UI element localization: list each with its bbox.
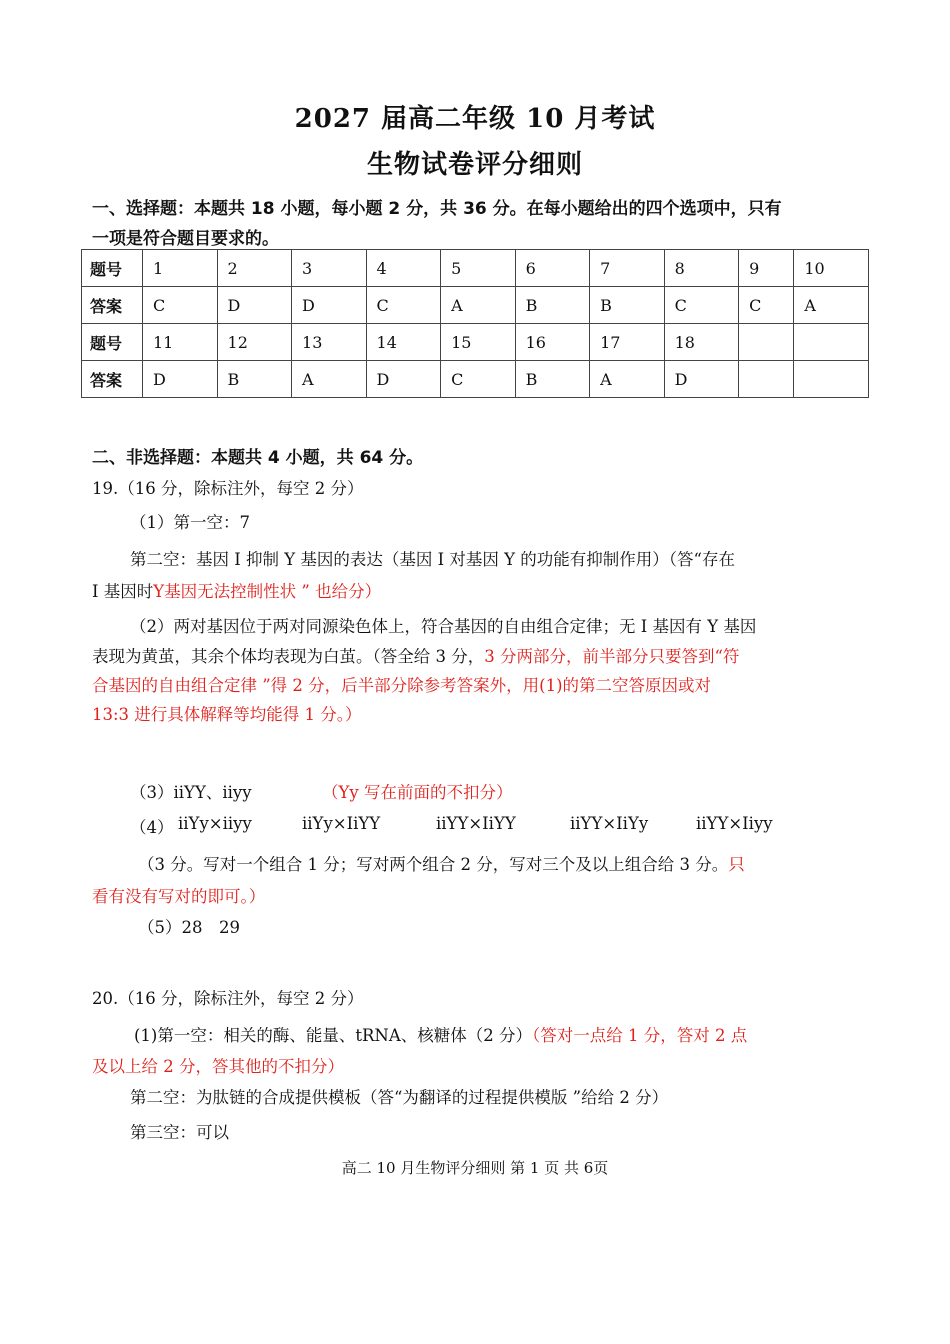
table-cell: A <box>794 287 869 324</box>
q20-header: 20.（16 分，除标注外，每空 2 分） <box>92 989 364 1008</box>
q19-part2-line2 <box>92 643 739 667</box>
table-label-answer: 答案 <box>82 361 143 398</box>
q19-part4-scoring-line2: 看有没有写对的即可。） <box>92 887 266 906</box>
table-cell: 10 <box>794 250 869 287</box>
table-cell: D <box>366 361 441 398</box>
table-cell: 9 <box>739 250 794 287</box>
q19-part2-line3: 合基因的自由组合定律 ”得 2 分，后半部分除参考答案外，用(1)的第二空答原因或对 <box>92 676 712 695</box>
answer-table <box>81 249 869 398</box>
table-cell: 13 <box>292 324 367 361</box>
scoring-note: Y基因无法控制性状 ” 也给分） <box>153 582 382 601</box>
q19-part4-combo: iiYY×IiYy <box>570 814 649 833</box>
section1-intro-line1: 一、选择题：本题共 18 小题，每小题 2 分，共 36 分。在每小题给出的四个选项中，只有 <box>92 199 782 219</box>
table-row-answers-2 <box>82 361 869 398</box>
q19-part3: （3）iiYY、iiyy <box>130 783 252 802</box>
table-cell: 2 <box>217 250 292 287</box>
table-cell: 7 <box>590 250 665 287</box>
scoring-note: 3 分两部分，前半部分只要答到“符 <box>484 647 740 666</box>
q19-header: 19.（16 分，除标注外，每空 2 分） <box>92 479 364 498</box>
scoring-note: （答对一点给 1 分，答对 2 点 <box>532 1026 748 1045</box>
table-cell: 8 <box>664 250 739 287</box>
q19-part3-note: （Yy 写在前面的不扣分） <box>322 783 513 802</box>
q19-part4-combo: iiYY×IiYY <box>436 814 516 833</box>
table-cell: 3 <box>292 250 367 287</box>
q20-part1-second-blank: 第二空：为肽链的合成提供模板（答“为翻译的过程提供模版 ”给给 2 分） <box>130 1088 669 1107</box>
table-cell <box>739 361 794 398</box>
table-cell: D <box>217 287 292 324</box>
section2-heading: 二、非选择题：本题共 4 小题，共 64 分。 <box>92 448 424 468</box>
table-label-question: 题号 <box>82 250 143 287</box>
text-segment: （3 分。写对一个组合 1 分；写对两个组合 2 分，写对三个及以上组合给 3 分。 <box>138 855 729 874</box>
table-cell: C <box>366 287 441 324</box>
table-cell <box>794 361 869 398</box>
table-row-question-numbers-2 <box>82 324 869 361</box>
table-cell: 16 <box>515 324 590 361</box>
text-segment: 表现为黄茧，其余个体均表现为白茧。（答全给 3 分， <box>92 647 485 666</box>
table-cell: B <box>515 287 590 324</box>
table-cell: B <box>590 287 665 324</box>
q19-part1-second-blank-line2 <box>92 578 381 602</box>
table-cell: B <box>217 361 292 398</box>
table-cell: 11 <box>143 324 218 361</box>
q20-part1-line1 <box>134 1022 747 1046</box>
table-cell: 15 <box>441 324 516 361</box>
q19-part4-combo: iiYy×iiyy <box>178 814 252 833</box>
q20-part1-third-blank: 第三空：可以 <box>130 1123 229 1142</box>
q19-part4-combo: iiYY×Iiyy <box>696 814 773 833</box>
q19-part4-scoring-line1 <box>138 851 745 875</box>
table-cell: 6 <box>515 250 590 287</box>
page-footer: 高二 10 月生物评分细则 第 1 页 共 6页 <box>341 1159 609 1177</box>
table-cell: 14 <box>366 324 441 361</box>
page-title: 2027 届高二年级 10 月考试 <box>294 104 656 134</box>
table-label-question: 题号 <box>82 324 143 361</box>
table-cell: A <box>590 361 665 398</box>
q19-part4-label: （4） <box>130 818 174 837</box>
table-cell <box>739 324 794 361</box>
table-cell: C <box>441 361 516 398</box>
text-segment: I 基因时 <box>92 582 154 601</box>
table-cell: 4 <box>366 250 441 287</box>
q19-part5: （5）28 29 <box>138 918 240 937</box>
table-cell: C <box>664 287 739 324</box>
table-label-answer: 答案 <box>82 287 143 324</box>
table-cell: D <box>292 287 367 324</box>
table-cell: C <box>739 287 794 324</box>
table-cell: A <box>292 361 367 398</box>
table-cell: 12 <box>217 324 292 361</box>
table-cell: 18 <box>664 324 739 361</box>
table-cell: D <box>143 361 218 398</box>
q19-part2-line4: 13:3 进行具体解释等均能得 1 分。） <box>92 705 362 724</box>
q19-part2-line1: （2）两对基因位于两对同源染色体上，符合基因的自由组合定律；无 I 基因有 Y 基因 <box>130 617 757 636</box>
q20-part1-line2: 及以上给 2 分，答其他的不扣分） <box>92 1057 344 1076</box>
table-row-answers-1 <box>82 287 869 324</box>
q19-part4-combo: iiYy×IiYY <box>302 814 381 833</box>
table-cell: 1 <box>143 250 218 287</box>
table-cell: 5 <box>441 250 516 287</box>
q19-part1-second-blank-line1: 第二空：基因 I 抑制 Y 基因的表达（基因 I 对基因 Y 的功能有抑制作用）（答“存在 <box>130 550 735 569</box>
table-row-question-numbers-1 <box>82 250 869 287</box>
text-segment: (1)第一空：相关的酶、能量、tRNA、核糖体（2 分） <box>134 1026 533 1045</box>
scoring-note: 只 <box>728 855 745 874</box>
page-subtitle: 生物试卷评分细则 <box>366 150 583 180</box>
table-cell: C <box>143 287 218 324</box>
table-cell <box>794 324 869 361</box>
q19-part1: （1）第一空：7 <box>130 513 250 532</box>
table-cell: D <box>664 361 739 398</box>
table-cell: A <box>441 287 516 324</box>
table-cell: 17 <box>590 324 665 361</box>
section1-intro-line2: 一项是符合题目要求的。 <box>92 229 279 249</box>
table-cell: B <box>515 361 590 398</box>
